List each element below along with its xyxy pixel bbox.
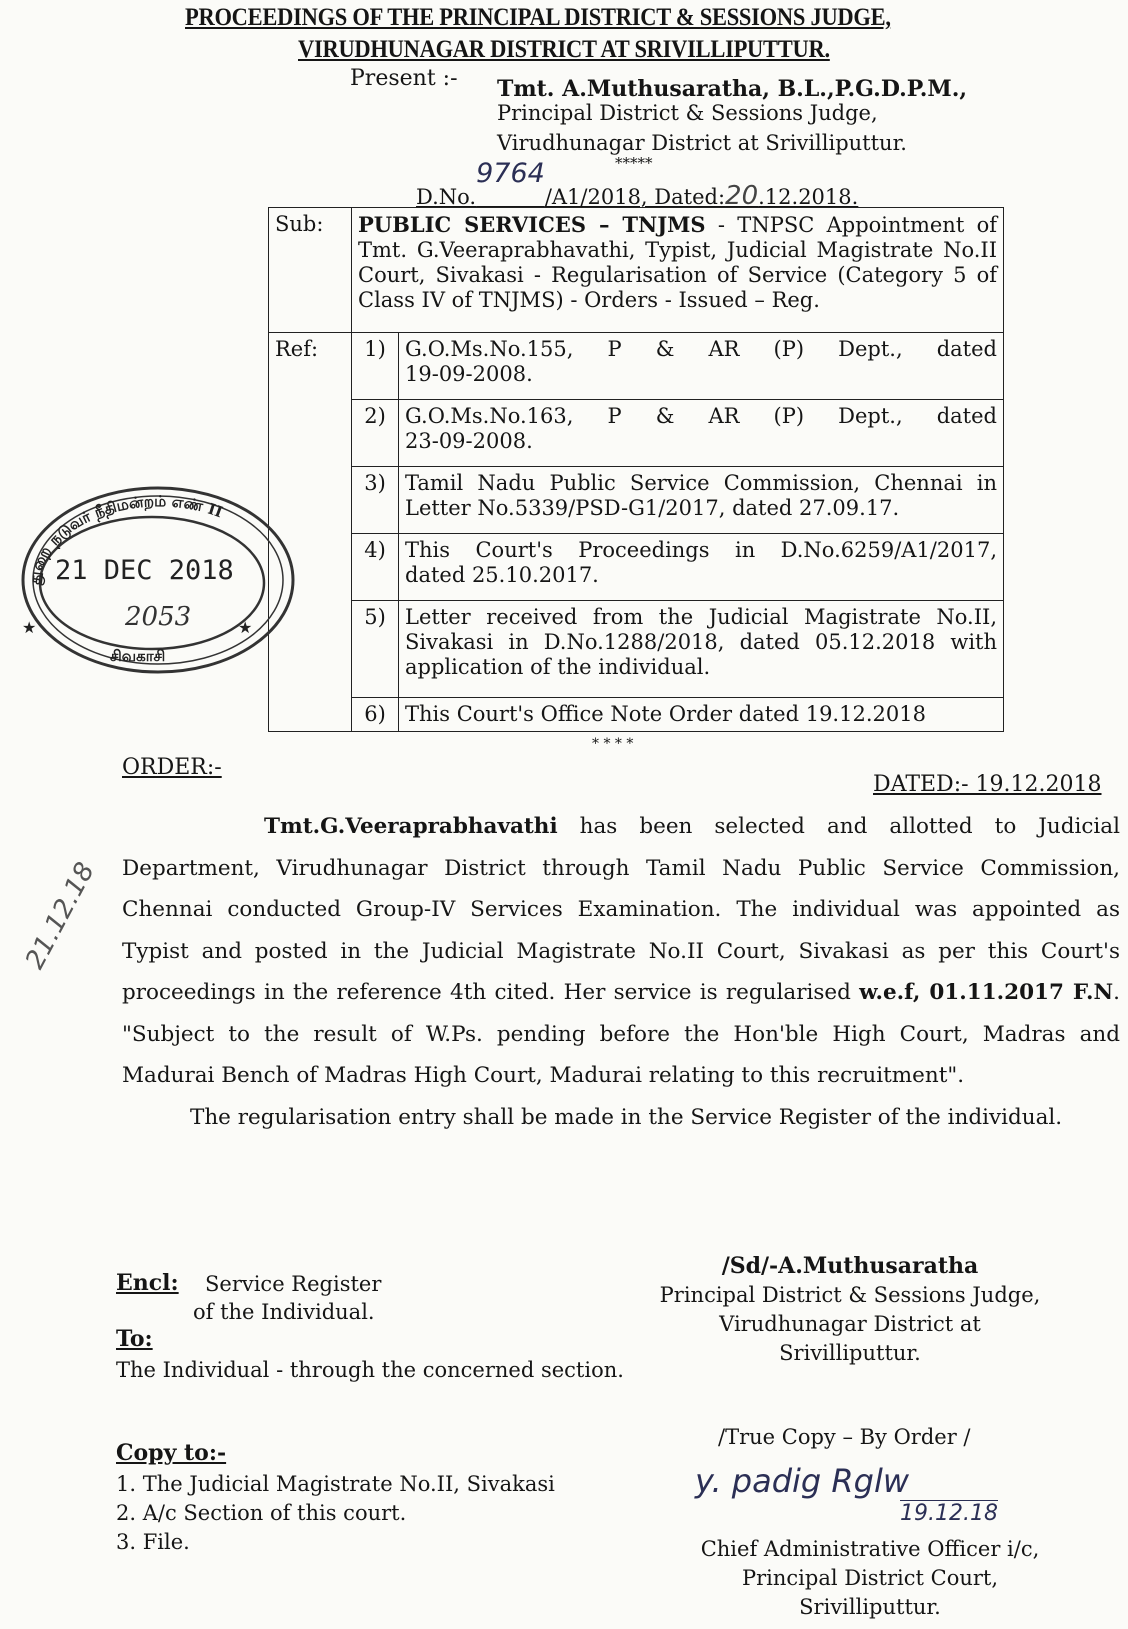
present-name: Tmt. A.Muthusaratha, B.L.,P.G.D.P.M., (497, 76, 968, 102)
order-paragraph-1 (122, 806, 1120, 1097)
ref-num: 6) (352, 698, 399, 732)
ref-text (399, 467, 1004, 534)
stamp-handwritten-number: 2053 (125, 602, 192, 632)
proceedings-title-line2: VIRUDHUNAGAR DISTRICT AT SRIVILLIPUTTUR. (298, 36, 830, 63)
subject-body: - TNPSC Appointment of Tmt. G.Veeraprabhavathi, Typist, Judicial Magistrate No.II Court, Sivakasi - Regularisation of Service (Category 5 of Class IV of TNJMS) - Orders - Issued – Reg. (358, 213, 998, 312)
cao-line2: Principal District Court, (741, 1566, 999, 1590)
signature-line1: Principal District & Sessions Judge, (659, 1283, 1041, 1307)
copy-to-list (116, 1470, 555, 1557)
ref-num: 4) (352, 534, 399, 601)
order-body (122, 806, 1120, 1138)
ref-row (269, 534, 1004, 601)
ref-line: G.O.Ms.No.155, P & AR (P) Dept., dated (405, 337, 997, 361)
copy-to-item: 1. The Judicial Magistrate No.II, Sivakasi (116, 1472, 555, 1496)
order-dated: DATED:- 19.12.2018 (873, 772, 1102, 797)
true-copy-label: /True Copy – By Order / (718, 1425, 971, 1449)
dno-handwritten-number: 9764 (476, 158, 545, 189)
ref-line: application of the individual. (405, 655, 711, 679)
individual-name: Tmt.G.Veeraprabhavathi (264, 814, 558, 839)
ref-row (269, 467, 1004, 534)
ref-text (399, 333, 1004, 400)
copy-to-item: 3. File. (116, 1530, 190, 1554)
ref-text (399, 400, 1004, 467)
wef-date: w.e.f, 01.11.2017 F.N (859, 980, 1114, 1005)
dno-suffix: .12.2018. (758, 185, 859, 209)
order-paragraph-2: The regularisation entry shall be made in the Service Register of the individual. (190, 1104, 1063, 1130)
order-text-end: . "Subject to the result of W.Ps. pending before the Hon'ble High Court, Madras and Madurai Bench of Madras High Court, Madurai relating to this recruitment". (122, 980, 1120, 1088)
present-designation-2: Virudhunagar District at Srivilliputtur. (497, 131, 907, 155)
encl-label: Encl: (116, 1270, 179, 1296)
handwritten-signature: y. padig Rglw (695, 1462, 910, 1500)
court-stamp (10, 475, 295, 675)
ref-row (269, 601, 1004, 698)
ref-line: Letter received from the Judicial Magistrate No.II, (405, 605, 997, 629)
ref-line: This Court's Proceedings in D.No.6259/A1/2017, (405, 538, 997, 562)
dno-prefix: D.No. (416, 185, 477, 209)
ref-num: 5) (352, 601, 399, 698)
ref-num: 2) (352, 400, 399, 467)
to-label: To: (116, 1326, 153, 1352)
present-designation-1: Principal District & Sessions Judge, (497, 101, 878, 125)
subject-label: Sub: (269, 208, 352, 333)
signature-line3: Srivilliputtur. (779, 1341, 921, 1365)
signature-line2: Virudhunagar District at (719, 1312, 981, 1336)
ref-line: G.O.Ms.No.163, P & AR (P) Dept., dated (405, 404, 997, 428)
signature-block (640, 1252, 1060, 1368)
subject-row (269, 208, 1004, 333)
header-stars: ***** (615, 154, 653, 172)
present-label: Present :- (350, 66, 458, 91)
ref-row (269, 400, 1004, 467)
order-label: ORDER:- (122, 755, 222, 780)
stamp-star-right: ★ (238, 618, 253, 637)
cao-line3: Srivilliputtur. (799, 1595, 941, 1619)
ref-text (399, 534, 1004, 601)
copy-to-item: 2. A/c Section of this court. (116, 1501, 407, 1525)
order-text: has been selected and allotted to Judicial Department, Virudhunagar District through Tamil Nadu Public Service Commission, Chennai conducted Group-IV Services Examination. The individual was appointed as Typist and posted in the Judicial Magistrate No.II Court, Sivakasi as per this Court's proceedings in the reference 4th cited. Her service is regularised (122, 814, 1120, 1005)
ref-num: 1) (352, 333, 399, 400)
subject-text (352, 208, 1004, 333)
stamp-star-left: ★ (22, 618, 37, 637)
dno-middle: /A1/2018, Dated: (544, 185, 726, 209)
copy-to-label: Copy to:- (116, 1440, 227, 1466)
ref-line: 23-09-2008. (405, 429, 533, 453)
encl-line2: of the Individual. (193, 1300, 375, 1324)
ref-line: Sivakasi in D.No.1288/2018, dated 05.12.2018 with (405, 630, 997, 654)
handwritten-signature-date: 19.12.18 (900, 1501, 998, 1526)
subject-bold: PUBLIC SERVICES – TNJMS (358, 212, 706, 237)
cao-block (690, 1535, 1050, 1622)
stamp-date: 21 DEC 2018 (55, 555, 234, 586)
ref-row (269, 333, 1004, 400)
ref-text (399, 601, 1004, 698)
ref-line: Tamil Nadu Public Service Commission, Chennai in (405, 471, 997, 495)
to-text: The Individual - through the concerned section. (116, 1358, 624, 1382)
ref-stars: * * * * (592, 736, 634, 752)
ref-row (269, 698, 1004, 732)
ref-num: 3) (352, 467, 399, 534)
ref-line: This Court's Office Note Order dated 19.12.2018 (405, 702, 926, 726)
dno-handwritten-day: 20 (725, 181, 759, 211)
encl-line1: Service Register (205, 1272, 382, 1296)
ref-text (399, 698, 1004, 732)
ref-line: 19-09-2008. (405, 362, 533, 386)
proceedings-title-line1: PROCEEDINGS OF THE PRINCIPAL DISTRICT & SESSIONS JUDGE, (185, 4, 891, 31)
cao-line1: Chief Administrative Officer i/c, (700, 1537, 1040, 1561)
ref-line: dated 25.10.2017. (405, 563, 599, 587)
ref-line: Letter No.5339/PSD-G1/2017, dated 27.09.17. (405, 496, 900, 520)
signature-sd: /Sd/-A.Muthusaratha (721, 1253, 979, 1279)
ref-label: Ref: (269, 333, 352, 732)
stamp-bottom-text: சிவகாசி (110, 647, 166, 665)
margin-handwritten-note: 21.12.18 (20, 857, 101, 975)
stamp-top-arc: துறை நடுவர் நீதிமன்றம் எண் II (25, 492, 226, 586)
subject-reference-table (268, 207, 1004, 732)
